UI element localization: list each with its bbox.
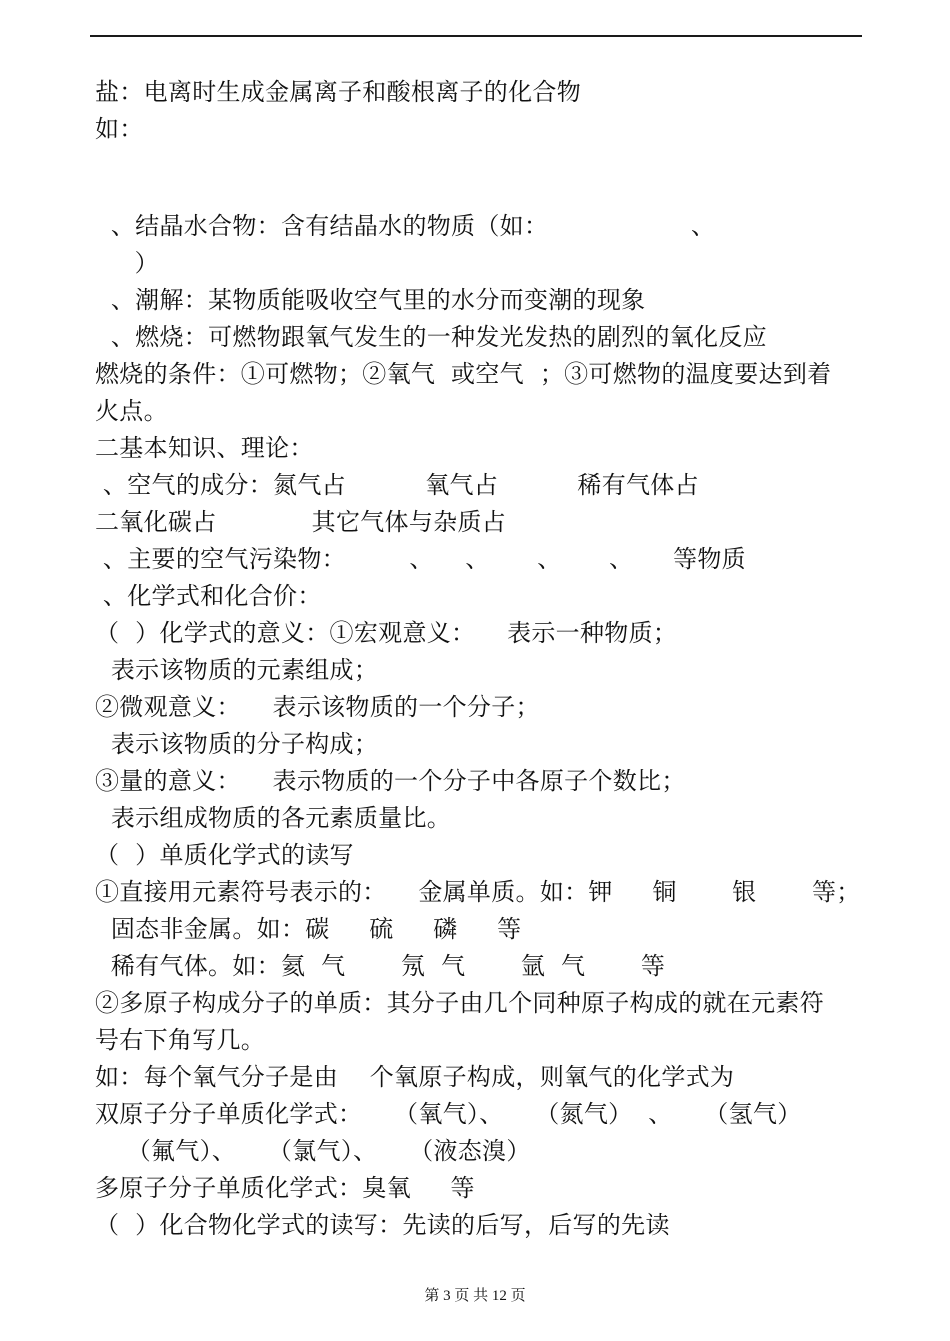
header-rule [90,35,862,37]
text-line: 、结晶水合物：含有结晶水的物质（如： 、 [95,212,716,240]
section-heading: 二基本知识、理论： [95,434,314,462]
text-line: ） [95,249,159,277]
text-line: 稀有气体。如：氦 气 氖 气 氩 气 等 [95,952,666,980]
text-line: 、空气的成分：氮气占 氧气占 稀有气体占 [95,471,699,499]
document-body [95,74,865,1244]
text-line: ①直接用元素符号表示的： 金属单质。如：钾 铜 银 等； [95,878,861,906]
text-line: 、化学式和化合价： [95,582,322,610]
text-line: 盐：电离时生成金属离子和酸根离子的化合物 [95,78,581,106]
text-line: （ ）化学式的意义：①宏观意义： 表示一种物质； [95,619,678,647]
text-line: 表示组成物质的各元素质量比。 [95,804,452,832]
text-line: 、燃烧：可燃物跟氧气发生的一种发光发热的剧烈的氧化反应 [95,323,767,351]
text-line: 表示该物质的元素组成； [95,656,379,684]
text-line: 如：每个氧气分子是由 个氧原子构成，则氧气的化学式为 [95,1063,735,1091]
text-line: （ ）化合物化学式的读写：先读的后写，后写的先读 [95,1211,670,1239]
text-line: 如： [95,115,144,143]
page-number-footer: 第 3 页 共 12 页 [424,1288,526,1304]
text-line: 固态非金属。如：碳 硫 磷 等 [95,915,522,943]
text-line: 表示该物质的分子构成； [95,730,379,758]
text-line: （氟气）、 （氯气）、 （液态溴） [95,1137,531,1165]
text-line: ②微观意义： 表示该物质的一个分子； [95,693,540,721]
text-line: 双原子分子单质化学式： （氧气）、 （氮气） 、 （氢气） [95,1100,802,1128]
text-line: ③量的意义： 表示物质的一个分子中各原子个数比； [95,767,686,795]
text-line: 燃烧的条件：①可燃物；②氧气 或空气 ；③可燃物的温度要达到着 [95,360,832,388]
text-line: 、潮解：某物质能吸收空气里的水分而变潮的现象 [95,286,646,314]
text-line: 火点。 [95,397,168,425]
text-line: ②多原子构成分子的单质：其分子由几个同种原子构成的就在元素符 [95,989,824,1017]
text-line: 号右下角写几。 [95,1026,266,1054]
text-line: 二氧化碳占 其它气体与杂质占 [95,508,507,536]
text-line: 多原子分子单质化学式：臭氧 等 [95,1174,475,1202]
text-line: （ ）单质化学式的读写 [95,841,354,869]
blank-line [95,148,865,208]
text-line: 、主要的空气污染物： 、 、 、 、 等物质 [95,545,746,573]
